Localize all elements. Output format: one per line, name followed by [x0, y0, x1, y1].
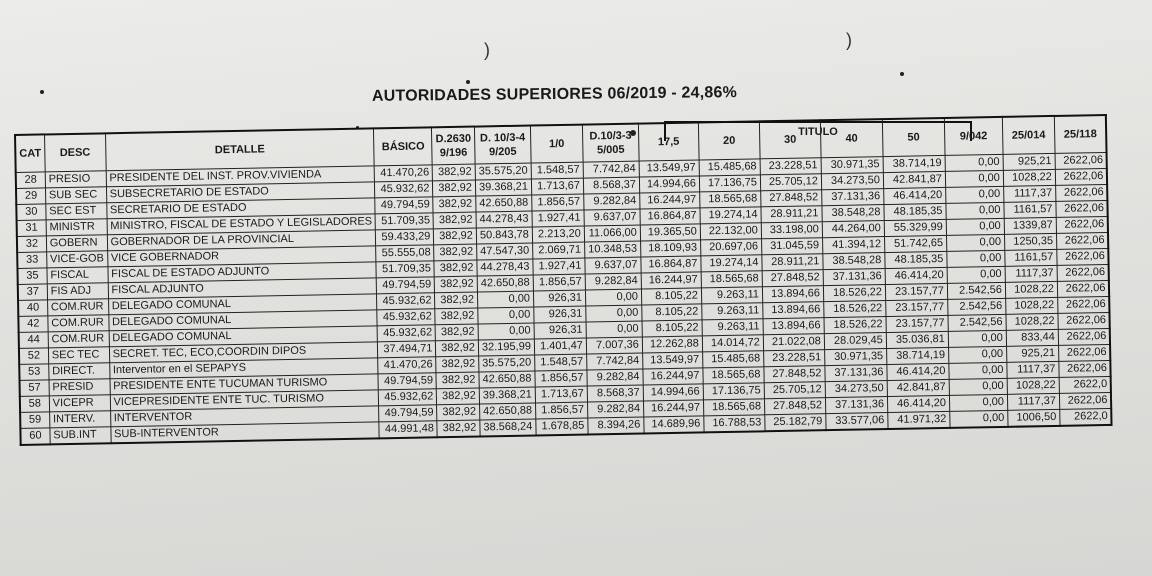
cell-titulo-30: 23.228,51 — [760, 158, 821, 175]
cell-d10-33: 10.348,53 — [584, 241, 640, 258]
salary-table-wrapper — [14, 114, 1113, 446]
cell-desc: FISCAL — [47, 267, 108, 284]
cell-titulo-30: 27.848,52 — [761, 190, 822, 207]
cell-1-0: 1.856,57 — [532, 194, 584, 211]
cell-titulo-30: 28.911,21 — [762, 254, 823, 271]
cell-titulo-30: 25.705,12 — [764, 382, 825, 399]
cell-detalle: PRESIDENTE DEL INST. PROV.VIVIENDA — [106, 166, 375, 187]
cell-titulo-50: 38.714,19 — [886, 347, 948, 364]
cell-cat: 59 — [20, 412, 50, 429]
col-header-d10-34: D. 10/3-4 9/205 — [474, 126, 531, 165]
cell-titulo-17-5: 13.549,97 — [643, 352, 703, 369]
table-body — [16, 152, 1112, 444]
cell-cat: 29 — [16, 188, 46, 205]
cell-cat: 57 — [20, 380, 50, 397]
cell-titulo-30: 27.848,52 — [764, 398, 825, 415]
cell-cat: 33 — [17, 252, 47, 269]
cell-titulo-20: 14.014,72 — [702, 335, 763, 352]
cell-titulo-50: 51.742,65 — [884, 235, 946, 252]
cell-d10-33: 9.282,84 — [587, 369, 643, 386]
cell-titulo-17-5: 19.365,50 — [640, 224, 700, 241]
col-header-cat: CAT — [15, 134, 45, 172]
cell-25-014: 1161,57 — [1004, 201, 1056, 218]
cell-1-0: 1.856,57 — [535, 370, 587, 387]
salary-table — [14, 114, 1113, 446]
cell-9-042: 0,00 — [949, 394, 1007, 411]
cell-titulo-40: 37.131,36 — [825, 397, 887, 414]
cell-25-118: 2622,06 — [1058, 312, 1110, 329]
cell-titulo-50: 38.714,19 — [883, 155, 945, 172]
cell-titulo-40: 18.526,22 — [824, 317, 886, 334]
cell-basico: 41.470,26 — [378, 357, 436, 374]
paper-speck — [40, 90, 44, 94]
cell-25-118: 2622,06 — [1055, 168, 1107, 185]
cell-25-118: 2622,06 — [1058, 328, 1110, 345]
cell-titulo-30: 31.045,59 — [761, 238, 822, 255]
cell-cat: 52 — [19, 348, 49, 365]
cell-titulo-30: 27.848,52 — [764, 366, 825, 383]
cell-desc: MINISTR — [46, 219, 107, 236]
cell-titulo-40: 38.548,28 — [823, 253, 885, 270]
cell-titulo-20: 9.263,11 — [702, 319, 763, 336]
cell-titulo-17-5: 16.244,97 — [643, 368, 703, 385]
cell-titulo-30: 25.182,79 — [765, 414, 826, 432]
cell-d10-34: 42.650,88 — [479, 371, 535, 388]
cell-desc: SUB SEC — [45, 187, 106, 204]
cell-25-014: 1028,22 — [1003, 169, 1055, 186]
cell-basico: 51.709,35 — [375, 213, 433, 230]
cell-titulo-20: 19.274,14 — [700, 207, 761, 224]
cell-1-0: 1.856,57 — [533, 274, 585, 291]
cell-detalle: VICE GOBERNADOR — [107, 246, 376, 267]
cell-d2630: 382,92 — [435, 324, 478, 341]
cell-titulo-17-5: 18.109,93 — [640, 240, 700, 257]
cell-titulo-30: 23.228,51 — [764, 350, 825, 367]
cell-titulo-40: 37.131,36 — [823, 269, 885, 286]
cell-basico: 41.470,26 — [375, 165, 433, 182]
cell-detalle: SUBSECRETARIO DE ESTADO — [106, 182, 375, 203]
cell-basico: 51.709,35 — [376, 261, 434, 278]
paper-mark: ) — [846, 30, 852, 50]
cell-detalle: FISCAL ADJUNTO — [108, 278, 377, 299]
cell-titulo-17-5: 14.994,66 — [643, 384, 703, 401]
cell-titulo-17-5: 16.864,87 — [641, 256, 701, 273]
cell-25-118: 2622,0 — [1060, 408, 1112, 425]
cell-d2630: 382,92 — [434, 244, 477, 261]
document-title: AUTORIDADES SUPERIORES 06/2019 - 24,86% — [371, 84, 738, 105]
cell-titulo-20: 17.136,75 — [703, 383, 764, 400]
cell-titulo-50: 42.841,87 — [887, 379, 949, 396]
cell-titulo-30: 33.198,00 — [761, 222, 822, 239]
cell-d10-33: 9.637,07 — [585, 257, 641, 274]
cell-cat: 44 — [19, 332, 49, 349]
cell-titulo-50: 48.185,35 — [885, 251, 947, 268]
cell-desc: SUB.INT — [50, 427, 111, 445]
cell-titulo-50: 55.329,99 — [884, 219, 946, 236]
col-header-basico: BÁSICO — [374, 127, 433, 166]
cell-detalle: Interventor en el SEPAPYS — [109, 358, 378, 379]
cell-titulo-30: 13.894,66 — [763, 302, 824, 319]
cell-detalle: SUB-INTERVENTOR — [110, 422, 379, 443]
cell-25-118: 2622,06 — [1056, 232, 1108, 249]
cell-9-042: 0,00 — [946, 186, 1004, 203]
cell-25-014: 1117,37 — [1007, 393, 1059, 410]
cell-d10-34: 39.368,21 — [475, 179, 531, 196]
cell-d10-34: 0,00 — [478, 307, 534, 324]
cell-1-0: 2.213,20 — [532, 226, 584, 243]
cell-basico: 49.794,59 — [378, 373, 436, 390]
cell-desc: FIS ADJ — [47, 283, 108, 300]
cell-titulo-40: 37.131,36 — [822, 189, 884, 206]
cell-d10-33: 9.282,84 — [584, 193, 640, 210]
cell-titulo-17-5: 8.105,22 — [642, 320, 702, 337]
cell-detalle: GOBERNADOR DE LA PROVINCIAL — [107, 230, 376, 251]
cell-25-118: 2622,06 — [1056, 216, 1108, 233]
cell-titulo-17-5: 14.994,66 — [639, 176, 699, 193]
cell-titulo-50: 41.971,32 — [888, 411, 950, 429]
cell-9-042: 2.542,56 — [948, 314, 1006, 331]
cell-d10-34: 39.368,21 — [479, 387, 535, 404]
cell-25-014: 1117,37 — [1005, 265, 1057, 282]
cell-25-014: 1161,57 — [1005, 249, 1057, 266]
cell-basico: 44.991,48 — [379, 421, 437, 439]
col-header-d10-33: D.10/3-3 5/005 — [582, 124, 639, 163]
cell-basico: 45.932,62 — [375, 181, 433, 198]
cell-d10-33: 7.742,84 — [583, 161, 639, 178]
cell-titulo-30: 21.022,08 — [763, 334, 824, 351]
cell-d10-34: 44.278,43 — [476, 211, 532, 228]
cell-9-042: 0,00 — [948, 330, 1006, 347]
cell-titulo-40: 41.394,12 — [822, 237, 884, 254]
cell-titulo-20: 15.485,68 — [699, 159, 760, 176]
cell-25-014: 1028,22 — [1007, 377, 1059, 394]
cell-desc: VICE-GOB — [46, 251, 107, 268]
cell-d10-33: 8.394,26 — [588, 417, 644, 435]
cell-cat: 37 — [18, 284, 48, 301]
cell-titulo-30: 25.705,12 — [760, 174, 821, 191]
cell-titulo-20: 17.136,75 — [699, 175, 760, 192]
cell-detalle: MINISTRO, FISCAL DE ESTADO Y LEGISLADORES — [107, 214, 376, 235]
cell-titulo-40: 30.971,35 — [824, 349, 886, 366]
cell-titulo-50: 23.157,77 — [886, 299, 948, 316]
cell-desc: DIRECT. — [49, 363, 110, 380]
cell-titulo-40: 30.971,35 — [821, 157, 883, 174]
cell-titulo-20: 18.565,68 — [703, 399, 764, 416]
cell-titulo-17-5: 12.262,88 — [642, 336, 702, 353]
cell-d2630: 382,92 — [437, 404, 480, 421]
cell-cat: 35 — [17, 268, 47, 285]
cell-detalle: VICEPRESIDENTE ENTE TUC. TURISMO — [110, 390, 379, 411]
cell-d2630: 382,92 — [435, 292, 478, 309]
cell-9-042: 0,00 — [946, 234, 1004, 251]
col-header-detalle: DETALLE — [105, 128, 374, 170]
cell-titulo-17-5: 13.549,97 — [639, 160, 699, 177]
cell-titulo-50: 42.841,87 — [883, 171, 945, 188]
cell-1-0: 1.548,57 — [531, 162, 583, 179]
cell-9-042: 0,00 — [950, 410, 1008, 428]
cell-desc: GOBERN — [46, 235, 107, 252]
cell-d10-33: 9.637,07 — [584, 209, 640, 226]
cell-d10-34: 42.650,88 — [479, 403, 535, 420]
cell-cat: 40 — [18, 300, 48, 317]
cell-detalle: FISCAL DE ESTADO ADJUNTO — [108, 262, 377, 283]
cell-d10-34: 38.568,24 — [480, 419, 536, 437]
col-header-9-042: 9/042 — [944, 117, 1003, 156]
cell-titulo-20: 9.263,11 — [701, 287, 762, 304]
cell-25-014: 925,21 — [1006, 345, 1058, 362]
cell-titulo-40: 34.273,50 — [821, 173, 883, 190]
cell-d10-33: 0,00 — [585, 289, 641, 306]
cell-titulo-40: 44.264,00 — [822, 221, 884, 238]
cell-9-042: 0,00 — [947, 266, 1005, 283]
cell-desc: SEC TEC — [48, 347, 109, 364]
col-header-titulo-30: 30 — [759, 120, 821, 159]
cell-25-118: 2622,06 — [1057, 264, 1109, 281]
cell-d10-33: 8.568,37 — [587, 385, 643, 402]
cell-25-118: 2622,06 — [1057, 280, 1109, 297]
cell-d10-34: 0,00 — [478, 323, 534, 340]
cell-detalle: DELEGADO COMUNAL — [108, 294, 377, 315]
cell-25-014: 1339,87 — [1004, 217, 1056, 234]
cell-titulo-30: 13.894,66 — [763, 318, 824, 335]
cell-titulo-40: 28.029,45 — [824, 333, 886, 350]
cell-titulo-50: 46.414,20 — [887, 363, 949, 380]
cell-25-118: 2622,06 — [1055, 152, 1107, 169]
cell-titulo-17-5: 16.244,97 — [643, 400, 703, 417]
col-header-1-0: 1/0 — [530, 125, 583, 163]
cell-25-014: 1250,35 — [1004, 233, 1056, 250]
cell-titulo-17-5: 8.105,22 — [641, 288, 701, 305]
cell-desc: COM.RUR — [47, 299, 108, 316]
cell-d10-34: 32.195,99 — [478, 339, 534, 356]
cell-desc: PRESIO — [45, 171, 106, 188]
cell-d10-34: 47.547,30 — [477, 243, 533, 260]
cell-detalle: INTERVENTOR — [110, 406, 379, 427]
cell-9-042: 0,00 — [947, 250, 1005, 267]
cell-titulo-17-5: 16.244,97 — [641, 272, 701, 289]
cell-basico: 49.794,59 — [379, 405, 437, 422]
cell-titulo-17-5: 16.244,97 — [640, 192, 700, 209]
cell-9-042: 2.542,56 — [948, 298, 1006, 315]
cell-25-118: 2622,06 — [1059, 360, 1111, 377]
cell-d2630: 382,92 — [435, 276, 478, 293]
cell-9-042: 0,00 — [945, 154, 1003, 171]
cell-d2630: 382,92 — [435, 308, 478, 325]
cell-cat: 30 — [16, 204, 46, 221]
cell-titulo-17-5: 16.864,87 — [640, 208, 700, 225]
cell-titulo-40: 18.526,22 — [823, 285, 885, 302]
cell-9-042: 2.542,56 — [947, 282, 1005, 299]
cell-desc: SEC EST — [46, 203, 107, 220]
cell-titulo-50: 46.414,20 — [884, 187, 946, 204]
cell-1-0: 926,31 — [533, 290, 585, 307]
cell-d10-33: 0,00 — [586, 321, 642, 338]
cell-25-118: 2622,06 — [1058, 296, 1110, 313]
cell-d2630: 382,92 — [434, 228, 477, 245]
paper-speck — [466, 80, 470, 84]
cell-d10-33: 9.282,84 — [585, 273, 641, 290]
cell-25-014: 1028,22 — [1006, 313, 1058, 330]
cell-basico: 45.932,62 — [377, 325, 435, 342]
cell-25-118: 2622,06 — [1058, 344, 1110, 361]
cell-titulo-40: 34.273,50 — [825, 381, 887, 398]
cell-basico: 49.794,59 — [375, 197, 433, 214]
cell-titulo-20: 22.132,00 — [700, 223, 761, 240]
cell-titulo-50: 23.157,77 — [885, 283, 947, 300]
cell-titulo-17-5: 8.105,22 — [642, 304, 702, 321]
paper-speck — [900, 72, 904, 76]
cell-cat: 42 — [18, 316, 48, 333]
cell-1-0: 926,31 — [534, 306, 586, 323]
cell-d10-33: 7.007,36 — [586, 337, 642, 354]
cell-titulo-17-5: 14.689,96 — [644, 416, 704, 434]
cell-detalle: DELEGADO COMUNAL — [109, 326, 378, 347]
cell-titulo-20: 16.788,53 — [704, 415, 765, 433]
cell-25-118: 2622,0 — [1059, 376, 1111, 393]
cell-titulo-30: 13.894,66 — [762, 286, 823, 303]
cell-d10-34: 44.278,43 — [477, 259, 533, 276]
cell-titulo-30: 27.848,52 — [762, 270, 823, 287]
cell-d2630: 382,92 — [433, 180, 476, 197]
cell-d10-33: 11.066,00 — [584, 225, 640, 242]
cell-detalle: DELEGADO COMUNAL — [108, 310, 377, 331]
cell-titulo-50: 48.185,35 — [884, 203, 946, 220]
cell-cat: 32 — [17, 236, 47, 253]
cell-desc: VICEPR — [49, 395, 110, 412]
cell-9-042: 0,00 — [948, 346, 1006, 363]
cell-titulo-40: 18.526,22 — [824, 301, 886, 318]
cell-titulo-20: 19.274,14 — [701, 255, 762, 272]
cell-d10-33: 0,00 — [586, 305, 642, 322]
cell-desc: COM.RUR — [48, 331, 109, 348]
cell-25-014: 925,21 — [1003, 153, 1055, 170]
cell-1-0: 1.927,41 — [532, 210, 584, 227]
cell-desc: INTERV. — [49, 411, 110, 428]
cell-titulo-40: 37.131,36 — [825, 365, 887, 382]
cell-d2630: 382,92 — [437, 420, 480, 437]
cell-d10-33: 7.742,84 — [587, 353, 643, 370]
col-header-desc: DESC — [44, 133, 105, 172]
cell-1-0: 2.069,71 — [532, 242, 584, 259]
cell-25-014: 1028,22 — [1005, 281, 1057, 298]
cell-basico: 55.555,08 — [376, 245, 434, 262]
cell-25-014: 833,44 — [1006, 329, 1058, 346]
cell-cat: 53 — [19, 364, 49, 381]
col-header-25-118: 25/118 — [1054, 115, 1107, 153]
cell-basico: 49.794,59 — [377, 277, 435, 294]
col-header-titulo-40: 40 — [820, 119, 883, 158]
cell-titulo-20: 15.485,68 — [703, 351, 764, 368]
cell-d2630: 382,92 — [433, 196, 476, 213]
cell-25-118: 2622,06 — [1057, 248, 1109, 265]
cell-9-042: 0,00 — [945, 170, 1003, 187]
cell-cat: 31 — [17, 220, 47, 237]
col-header-titulo-17-5: 17,5 — [638, 122, 699, 161]
cell-1-0: 926,31 — [534, 322, 586, 339]
cell-basico: 45.932,62 — [379, 389, 437, 406]
cell-titulo-30: 28.911,21 — [761, 206, 822, 223]
cell-9-042: 0,00 — [949, 362, 1007, 379]
cell-1-0: 1.856,57 — [535, 402, 587, 419]
cell-titulo-20: 18.565,68 — [700, 191, 761, 208]
cell-titulo-20: 18.565,68 — [703, 367, 764, 384]
titulo-group-header: TITULO — [664, 121, 972, 141]
cell-25-014: 1028,22 — [1006, 297, 1058, 314]
paper-mark: ) — [484, 40, 490, 60]
cell-titulo-50: 46.414,20 — [885, 267, 947, 284]
cell-cat: 60 — [20, 428, 50, 445]
cell-d2630: 382,92 — [433, 164, 476, 181]
cell-desc: PRESID — [49, 379, 110, 396]
cell-25-014: 1117,37 — [1004, 185, 1056, 202]
cell-titulo-20: 9.263,11 — [702, 303, 763, 320]
cell-1-0: 1.713,67 — [535, 386, 587, 403]
cell-1-0: 1.927,41 — [533, 258, 585, 275]
col-header-titulo-50: 50 — [882, 118, 945, 157]
cell-d2630: 382,92 — [437, 388, 480, 405]
cell-1-0: 1.713,67 — [531, 178, 583, 195]
cell-d10-34: 42.650,88 — [477, 275, 533, 292]
cell-d10-34: 35.575,20 — [475, 163, 531, 180]
cell-basico: 45.932,62 — [377, 293, 435, 310]
cell-detalle: SECRET. TEC, ECO,COORDIN DIPOS — [109, 342, 378, 363]
cell-desc: COM.RUR — [48, 315, 109, 332]
cell-basico: 37.494,71 — [378, 341, 436, 358]
cell-9-042: 0,00 — [949, 378, 1007, 395]
cell-titulo-40: 33.577,06 — [826, 413, 888, 431]
cell-titulo-50: 46.414,20 — [887, 395, 949, 412]
col-header-25-014: 25/014 — [1002, 116, 1055, 154]
cell-d2630: 382,92 — [436, 356, 479, 373]
cell-d2630: 382,92 — [436, 372, 479, 389]
cell-d2630: 382,92 — [436, 340, 479, 357]
cell-25-014: 1117,37 — [1007, 361, 1059, 378]
cell-detalle: PRESIDENTE ENTE TUCUMAN TURISMO — [110, 374, 379, 395]
cell-d2630: 382,92 — [433, 212, 476, 229]
cell-d10-34: 50.843,78 — [476, 227, 532, 244]
cell-d10-34: 0,00 — [477, 291, 533, 308]
cell-detalle: SECRETARIO DE ESTADO — [106, 198, 375, 219]
cell-9-042: 0,00 — [946, 202, 1004, 219]
cell-9-042: 0,00 — [946, 218, 1004, 235]
cell-1-0: 1.401,47 — [534, 338, 586, 355]
col-header-titulo-20: 20 — [698, 121, 760, 160]
cell-titulo-50: 23.157,77 — [886, 315, 948, 332]
cell-cat: 28 — [16, 172, 46, 189]
col-header-d2630: D.2630 9/196 — [432, 127, 475, 165]
cell-d10-33: 8.568,37 — [583, 177, 639, 194]
cell-cat: 58 — [20, 396, 50, 413]
cell-d10-34: 35.575,20 — [479, 355, 535, 372]
cell-1-0: 1.678,85 — [536, 418, 588, 435]
cell-25-118: 2622,06 — [1059, 392, 1111, 409]
cell-d2630: 382,92 — [434, 260, 477, 277]
cell-titulo-50: 35.036,81 — [886, 331, 948, 348]
cell-d10-33: 9.282,84 — [587, 401, 643, 418]
cell-basico: 45.932,62 — [377, 309, 435, 326]
cell-25-118: 2622,06 — [1056, 184, 1108, 201]
cell-titulo-40: 38.548,28 — [822, 205, 884, 222]
cell-d10-34: 42.650,88 — [476, 195, 532, 212]
cell-titulo-20: 18.565,68 — [701, 271, 762, 288]
cell-titulo-20: 20.697,06 — [700, 239, 761, 256]
cell-25-014: 1006,50 — [1008, 409, 1060, 426]
cell-25-118: 2622,06 — [1056, 200, 1108, 217]
cell-1-0: 1.548,57 — [535, 354, 587, 371]
cell-basico: 59.433,29 — [376, 229, 434, 246]
